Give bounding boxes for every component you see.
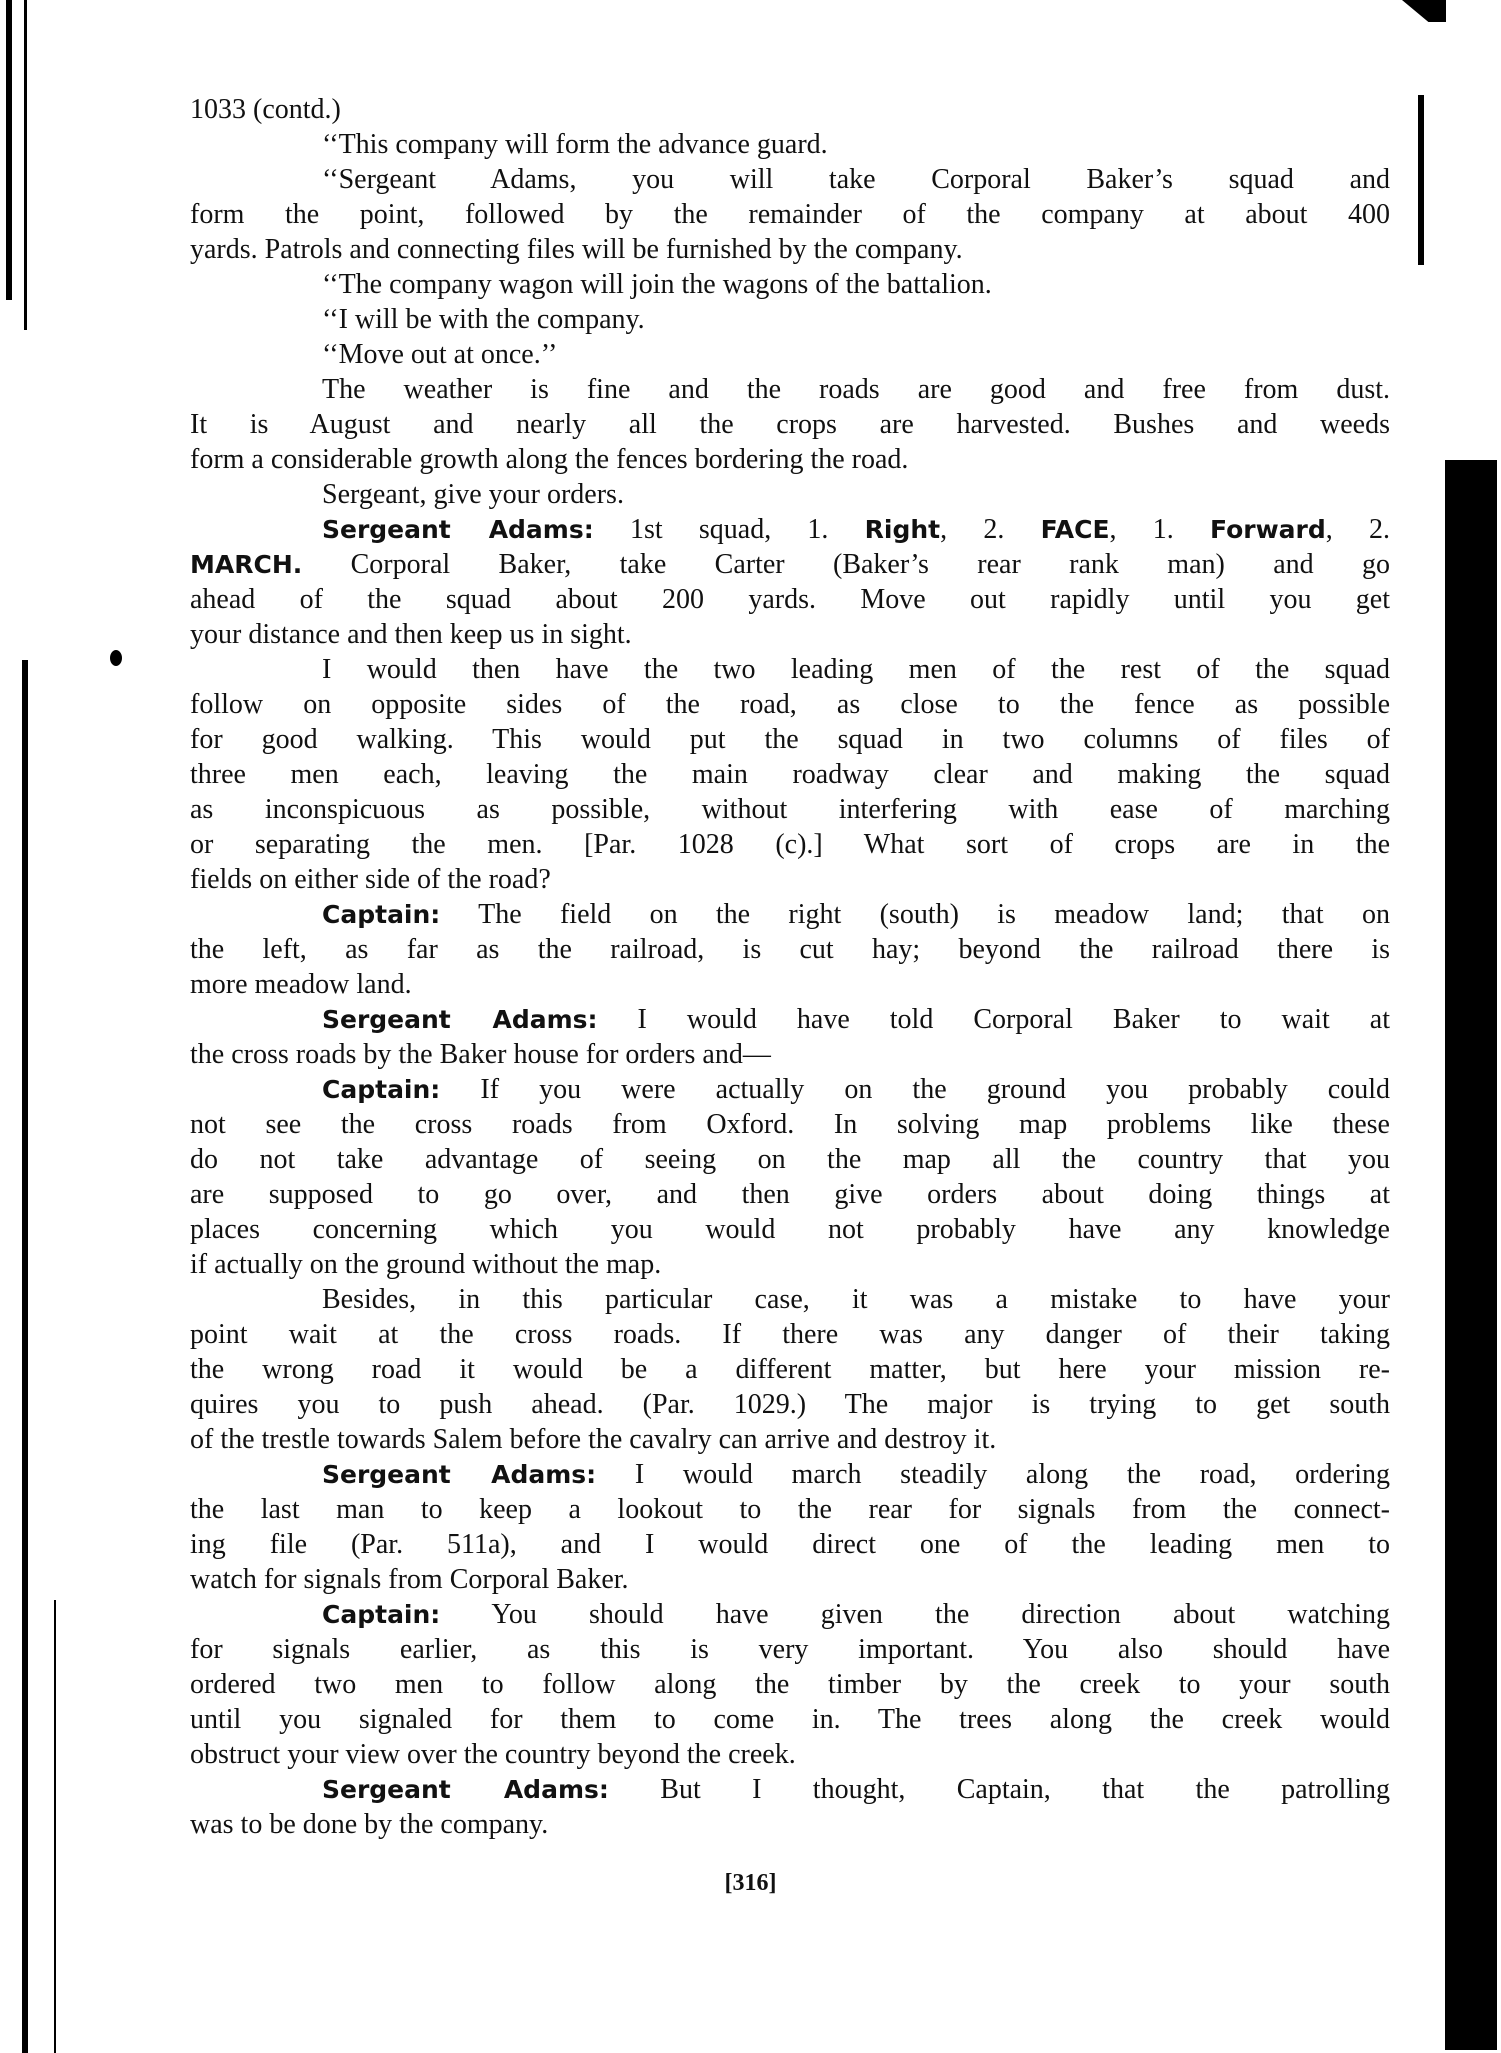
text-line [190,1527,1390,1562]
text-segment: ‘‘The company wagon will join the wagons of the battalion. [322,269,992,300]
text-line [190,267,1390,302]
text-segment: the last man to keep a lookout to the rear for signals from the connect- [190,1494,1390,1525]
text-segment: obstruct your view over the country beyond the creek. [190,1739,796,1770]
text-segment: ‘‘I will be with the company. [322,304,645,335]
text-line [190,617,1390,652]
text-line [190,932,1390,967]
text-line [190,582,1390,617]
text-segment: watch for signals from Corporal Baker. [190,1564,629,1595]
text-line [190,232,1390,267]
text-line [190,127,1390,162]
text-segment: the cross roads by the Baker house for orders and— [190,1039,771,1070]
text-segment: was to be done by the company. [190,1809,549,1840]
bold-text: Captain: [322,900,441,929]
text-segment: ‘‘Move out at once.’’ [322,339,558,370]
text-line [190,862,1390,897]
text-line [190,897,1390,932]
scan-right-edge [1445,460,1497,2050]
bold-text: Forward [1210,515,1326,544]
text-segment: I would march steadily along the road, ordering [596,1459,1390,1490]
text-segment: point wait at the cross roads. If there was any danger of their taking [190,1319,1390,1350]
text-line [190,1282,1390,1317]
text-segment: , 2. [1325,514,1390,545]
text-line [190,1352,1390,1387]
text-segment: It is August and nearly all the crops are harvested. Bushes and weeds [190,409,1390,440]
text-segment: form a considerable growth along the fences bordering the road. [190,444,909,475]
scan-left-line [24,0,27,330]
text-line [190,1737,1390,1772]
text-segment: quires you to push ahead. (Par. 1029.) The major is trying to get south [190,1389,1390,1420]
bold-text: FACE [1040,515,1110,544]
text-segment: ‘‘Sergeant Adams, you will take Corporal Baker’s squad and [322,164,1390,195]
text-line [190,1037,1390,1072]
scan-speck [110,650,122,666]
text-segment: form the point, followed by the remainder of the company at about 400 [190,199,1390,230]
bold-text: Sergeant Adams: [322,1775,609,1804]
text-segment: If you were actually on the ground you probably could [440,1074,1390,1105]
text-segment: ing file (Par. 511a), and I would direct one of the leading men to [190,1529,1390,1560]
text-line [190,1597,1390,1632]
text-segment: 1033 (contd.) [190,94,341,125]
text-line [190,477,1390,512]
text-segment: The field on the right (south) is meadow land; that on [440,899,1390,930]
text-segment: , 1. [1109,514,1210,545]
text-segment: Sergeant, give your orders. [322,479,624,510]
text-line [190,1632,1390,1667]
text-segment: the wrong road it would be a different matter, but here your mission re- [190,1354,1390,1385]
text-line [190,162,1390,197]
text-line [190,1142,1390,1177]
bold-text: Sergeant Adams: [322,1460,597,1489]
text-segment: I would then have the two leading men of the rest of the squad [322,654,1390,685]
text-line [190,372,1390,407]
scan-right-edge-top [1418,95,1424,265]
text-line [190,652,1390,687]
text-segment: for signals earlier, as this is very important. You also should have [190,1634,1390,1665]
text-line [190,687,1390,722]
text-line [190,1177,1390,1212]
text-segment: are supposed to go over, and then give orders about doing things at [190,1179,1390,1210]
text-line [190,1457,1390,1492]
text-line [190,1317,1390,1352]
text-segment: not see the cross roads from Oxford. In solving map problems like these [190,1109,1390,1140]
bold-text: Captain: [322,1075,441,1104]
text-line [190,1562,1390,1597]
text-line [190,547,1390,582]
text-segment: if actually on the ground without the map. [190,1249,662,1280]
text-line [190,1667,1390,1702]
text-line [190,1002,1390,1037]
text-line [190,967,1390,1002]
text-line [190,722,1390,757]
text-line [190,337,1390,372]
text-segment: three men each, leaving the main roadway clear and making the squad [190,759,1390,790]
text-segment: or separating the men. [Par. 1028 (c).] What sort of crops are in the [190,829,1390,860]
text-segment: yards. Patrols and connecting files will be furnished by the company. [190,234,963,265]
text-line [190,1107,1390,1142]
text-segment: until you signaled for them to come in. The trees along the creek would [190,1704,1390,1735]
page-body-text [190,92,1390,1842]
text-segment: more meadow land. [190,969,412,1000]
scan-left-line [6,0,12,300]
scan-left-line [22,660,28,2053]
text-line [190,1702,1390,1737]
text-segment: for good walking. This would put the squad in two columns of files of [190,724,1390,755]
text-segment: But I thought, Captain, that the patrolling [608,1774,1390,1805]
text-segment: your distance and then keep us in sight. [190,619,632,650]
text-segment: do not take advantage of seeing on the map all the country that you [190,1144,1390,1175]
text-line [190,302,1390,337]
text-line [190,442,1390,477]
text-segment: fields on either side of the road? [190,864,551,895]
text-segment: as inconspicuous as possible, without interfering with ease of marching [190,794,1390,825]
text-line [190,197,1390,232]
text-segment: ‘‘This company will form the advance guard. [322,129,828,160]
text-segment: , 2. [940,514,1041,545]
text-segment: 1st squad, 1. [593,514,865,545]
text-line [190,1212,1390,1247]
text-line [190,407,1390,442]
text-line [190,1492,1390,1527]
text-line [190,1387,1390,1422]
text-line [190,512,1390,547]
text-segment: I would have told Corporal Baker to wait at [597,1004,1390,1035]
scan-edge-mark [1402,0,1446,22]
text-line [190,827,1390,862]
text-segment: The weather is fine and the roads are good and free from dust. [322,374,1390,405]
text-segment: ahead of the squad about 200 yards. Move out rapidly until you get [190,584,1390,615]
text-segment: Besides, in this particular case, it was a mistake to have your [322,1284,1390,1315]
text-line [190,1247,1390,1282]
text-line [190,1072,1390,1107]
text-segment: places concerning which you would not probably have any knowledge [190,1214,1390,1245]
text-line [190,1807,1390,1842]
scan-left-line [54,1600,56,2053]
bold-text: Sergeant Adams: [322,1005,598,1034]
text-segment: follow on opposite sides of the road, as close to the fence as possible [190,689,1390,720]
text-line [190,757,1390,792]
text-segment: of the trestle towards Salem before the cavalry can arrive and destroy it. [190,1424,997,1455]
text-segment: ordered two men to follow along the timber by the creek to your south [190,1669,1390,1700]
bold-text: MARCH. [190,550,303,579]
page-number: [316] [724,1870,777,1896]
text-line [190,92,1390,127]
text-segment: the left, as far as the railroad, is cut hay; beyond the railroad there is [190,934,1390,965]
text-line [190,1422,1390,1457]
text-line [190,1772,1390,1807]
bold-text: Sergeant Adams: [322,515,594,544]
bold-text: Right [864,515,941,544]
text-segment: Corporal Baker, take Carter (Baker’s rear rank man) and go [302,549,1390,580]
text-line [190,792,1390,827]
bold-text: Captain: [322,1600,441,1629]
text-segment: You should have given the direction about watching [440,1599,1390,1630]
